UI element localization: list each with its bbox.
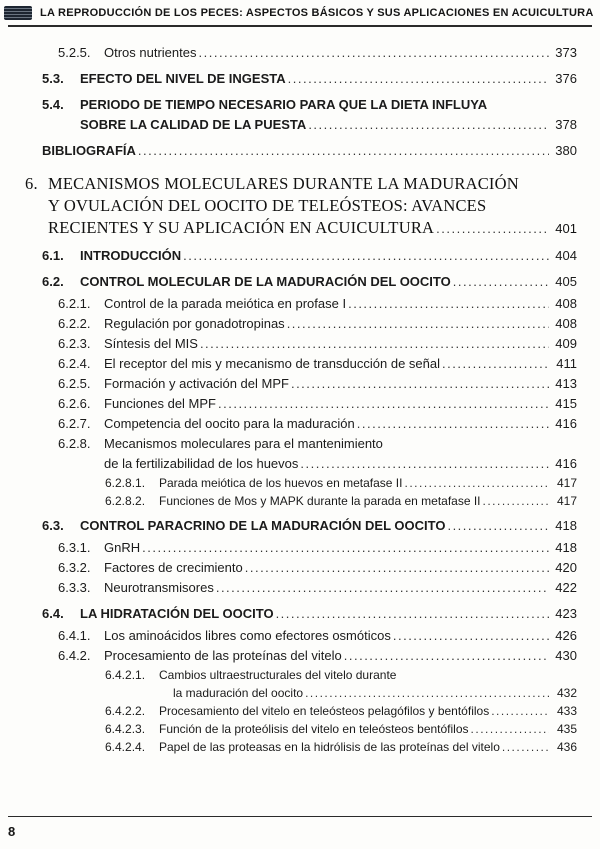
toc-entry-page: 417 [556, 494, 577, 508]
dot-leader [291, 374, 549, 394]
toc-entry-page: 404 [555, 248, 577, 263]
toc-entry-title: INTRODUCCIÓN [80, 248, 182, 263]
toc-entry-number: 6.2.3. [58, 336, 91, 351]
toc-entry [58, 334, 577, 354]
toc-entry-title: SOBRE LA CALIDAD DE LA PUESTA [80, 117, 307, 132]
toc-entry [105, 702, 577, 720]
toc-entry-body [104, 374, 577, 394]
toc-entry-title: Funciones del MPF [104, 396, 216, 411]
toc-entry-body [159, 666, 577, 702]
toc-entry-title: EFECTO DEL NIVEL DE INGESTA [80, 71, 286, 86]
dot-leader [276, 604, 549, 624]
toc-entry-number: 6.2.2. [58, 316, 91, 331]
toc-entry-page: 433 [556, 704, 577, 718]
toc-entry-page: 422 [555, 580, 577, 595]
toc-entry [105, 474, 577, 492]
toc-entry-number: 5.3. [42, 71, 64, 86]
toc-entry-number: 6.2.8.1. [105, 476, 146, 490]
dot-leader [357, 414, 549, 434]
toc-entry-title: Competencia del oocito para la maduración [104, 416, 355, 431]
toc-entry-page: 405 [555, 274, 577, 289]
toc-entry-number: 6.4.2.2. [105, 704, 146, 718]
toc-entry-title: Factores de crecimiento [104, 560, 243, 575]
toc-entry-page: 430 [555, 648, 577, 663]
toc-entry-page: 409 [555, 336, 577, 351]
dot-leader [483, 492, 549, 510]
dot-leader [288, 69, 549, 89]
toc-entry-title: Control de la parada meiótica en profase I [104, 296, 347, 311]
toc-entry-body [104, 578, 577, 598]
toc-entry-page: 435 [556, 722, 577, 736]
toc-entry-page: 378 [555, 117, 577, 132]
toc-entry-body [80, 95, 577, 135]
dot-leader [200, 334, 549, 354]
toc-entry-body [159, 738, 577, 756]
toc-entry-page: 432 [556, 686, 577, 700]
toc-entry-title: Parada meiótica de los huevos en metafase II [159, 476, 403, 490]
toc-entry-number: 6.2.8.2. [105, 494, 146, 508]
dot-leader [393, 626, 549, 646]
dot-leader [308, 115, 549, 135]
toc-entry-title-line: Mecanismos moleculares para el mantenimiento [104, 436, 383, 451]
toc-entry-title: Formación y activación del MPF [104, 376, 289, 391]
toc-entry [58, 538, 577, 558]
dot-leader [471, 720, 549, 738]
toc-entry-body [159, 474, 577, 492]
toc-entry-number: 6.2.6. [58, 396, 91, 411]
toc-entry-title: Regulación por gonadotropinas [104, 316, 285, 331]
toc-entry-body [104, 538, 577, 558]
toc-entry-number: 6.1. [42, 248, 64, 263]
toc-entry [58, 354, 577, 374]
dot-leader [442, 354, 549, 374]
toc-entry-page: 415 [555, 396, 577, 411]
toc-entry [58, 414, 577, 434]
toc-entry-body [48, 173, 577, 240]
toc-entry-number: 6.3.1. [58, 540, 91, 555]
dot-leader [447, 516, 549, 536]
dot-leader [453, 272, 549, 292]
toc-entry [42, 246, 577, 266]
page-header [8, 0, 592, 27]
toc-entry-title: Función de la proteólisis del vitelo en teleósteos bentófilos [159, 722, 469, 736]
dot-leader [218, 394, 549, 414]
publisher-logo-icon [4, 6, 32, 20]
toc-entry-number: 6.4.2.1. [105, 668, 146, 682]
running-head-title: LA REPRODUCCIÓN DE LOS PECES: ASPECTOS BÁSICOS Y SUS APLICACIONES EN ACUICULTURA [40, 7, 594, 19]
toc-entry-number: 6.2. [42, 274, 64, 289]
toc-entry-body [80, 604, 577, 624]
toc-entry-page: 423 [555, 606, 577, 621]
toc-entry-title: GnRH [104, 540, 141, 555]
toc-entry-page: 418 [555, 518, 577, 533]
toc-entry-body [104, 394, 577, 414]
toc-entry-title: de la fertilizabilidad de los huevos [104, 456, 299, 471]
toc-entry-title: BIBLIOGRAFÍA [42, 143, 136, 158]
dot-leader [138, 141, 549, 161]
toc-entry [58, 394, 577, 414]
toc-entry-title-line: Cambios ultraestructurales del vitelo durante [159, 668, 397, 682]
dot-leader [300, 454, 549, 474]
toc-entry-title: Procesamiento de las proteínas del vitelo [104, 648, 342, 663]
toc-entry-title: CONTROL PARACRINO DE LA MADURACIÓN DEL OOCITO [80, 518, 446, 533]
toc-entry-body [80, 272, 577, 292]
dot-leader [436, 218, 549, 240]
toc-entry [42, 69, 577, 89]
dot-leader [404, 474, 549, 492]
toc-entry-body [104, 414, 577, 434]
toc-entry-page: 376 [555, 71, 577, 86]
toc-entry-page: 436 [556, 740, 577, 754]
toc-entry-title: RECIENTES Y SU APLICACIÓN EN ACUICULTURA [48, 218, 435, 237]
toc-entry [25, 173, 577, 240]
dot-leader [245, 558, 549, 578]
toc-entry-title: Los aminoácidos libres como efectores osmóticos [104, 628, 391, 643]
toc-entry-page: 411 [556, 356, 577, 371]
toc-entry [58, 646, 577, 666]
toc-entry [42, 516, 577, 536]
dot-leader [199, 43, 550, 63]
toc-entry-body [159, 720, 577, 738]
toc-entry-number: 5.2.5. [58, 45, 91, 60]
toc-entry-page: 420 [555, 560, 577, 575]
toc-entry-number: 6.2.5. [58, 376, 91, 391]
toc-entry-page: 426 [555, 628, 577, 643]
dot-leader [344, 646, 549, 666]
toc-entry [58, 558, 577, 578]
page-number: 8 [8, 824, 16, 839]
toc-entry-title: Síntesis del MIS [104, 336, 198, 351]
toc-entry [42, 272, 577, 292]
toc-entry-title: Procesamiento del vitelo en teleósteos pelagófilos y bentófilos [159, 704, 490, 718]
toc-entry-page: 380 [555, 143, 577, 158]
toc-entry-number: 6.3. [42, 518, 64, 533]
toc-entry-page: 373 [555, 45, 577, 60]
toc-entry [58, 374, 577, 394]
toc-entry-body [104, 294, 577, 314]
toc-entry [105, 720, 577, 738]
toc-entry-body [80, 246, 577, 266]
toc-entry-body [104, 43, 577, 63]
toc-entry-body [42, 141, 577, 161]
toc-entry-title-line: PERIODO DE TIEMPO NECESARIO PARA QUE LA DIETA INFLUYA [80, 97, 488, 112]
toc-entry-number: 6.3.3. [58, 580, 91, 595]
toc-entry-page: 413 [555, 376, 577, 391]
toc-entry [58, 578, 577, 598]
toc-entry [58, 434, 577, 474]
toc-entry-title-line: MECANISMOS MOLECULARES DURANTE LA MADURACIÓN [48, 174, 519, 193]
toc-entry-body [104, 646, 577, 666]
toc-entry-title: Funciones de Mos y MAPK durante la parada en metafase II [159, 494, 481, 508]
dot-leader [348, 294, 549, 314]
toc-entry-page: 418 [555, 540, 577, 555]
toc-entry-title: la maduración del oocito [173, 686, 304, 700]
toc-entry [58, 314, 577, 334]
toc-entry-number: 6.2.4. [58, 356, 91, 371]
toc-entry-number: 6.4.2. [58, 648, 91, 663]
page-footer [8, 816, 592, 839]
toc-entry-title: Neurotransmisores [104, 580, 214, 595]
toc-entry-body [104, 434, 577, 474]
toc-entry-body [80, 516, 577, 536]
toc-entry-page: 416 [555, 456, 577, 471]
toc-entry [58, 626, 577, 646]
toc-entry-page: 408 [555, 296, 577, 311]
toc-entry [58, 43, 577, 63]
toc-entry-body [104, 314, 577, 334]
toc-entry-number: 6.4.2.3. [105, 722, 146, 736]
toc-entry [105, 738, 577, 756]
dot-leader [142, 538, 549, 558]
toc-entry-title: Papel de las proteasas en la hidrólisis de las proteínas del vitelo [159, 740, 500, 754]
toc-entry-number: 6.4. [42, 606, 64, 621]
toc-entry-title: LA HIDRATACIÓN DEL OOCITO [80, 606, 274, 621]
toc-entry-page: 408 [555, 316, 577, 331]
toc-entry-body [104, 558, 577, 578]
dot-leader [491, 702, 549, 720]
toc-entry-number: 6.4.2.4. [105, 740, 146, 754]
toc [0, 27, 600, 756]
toc-entry-number: 6. [25, 174, 38, 193]
toc-entry-title-line: Y OVULACIÓN DEL OOCITO DE TELEÓSTEOS: AVANCES [48, 196, 487, 215]
toc-entry-body [80, 69, 577, 89]
dot-leader [216, 578, 549, 598]
dot-leader [183, 246, 549, 266]
toc-entry-body [104, 334, 577, 354]
toc-entry [42, 141, 577, 161]
toc-entry-number: 6.2.1. [58, 296, 91, 311]
toc-entry-page: 401 [555, 221, 577, 236]
dot-leader [305, 684, 549, 702]
toc-entry [42, 95, 577, 135]
toc-entry-number: 6.3.2. [58, 560, 91, 575]
toc-entry-number: 6.2.8. [58, 436, 91, 451]
dot-leader [287, 314, 549, 334]
toc-entry-body [159, 492, 577, 510]
toc-entry-number: 6.2.7. [58, 416, 91, 431]
toc-entry [105, 492, 577, 510]
toc-entry-page: 416 [555, 416, 577, 431]
dot-leader [502, 738, 549, 756]
toc-entry [42, 604, 577, 624]
toc-entry-body [104, 626, 577, 646]
toc-entry-title: CONTROL MOLECULAR DE LA MADURACIÓN DEL OOCITO [80, 274, 451, 289]
toc-entry-number: 5.4. [42, 97, 64, 112]
toc-entry [58, 294, 577, 314]
toc-entry-page: 417 [556, 476, 577, 490]
toc-entry [105, 666, 577, 702]
toc-entry-body [159, 702, 577, 720]
toc-entry-number: 6.4.1. [58, 628, 91, 643]
toc-entry-title: Otros nutrientes [104, 45, 197, 60]
toc-entry-body [104, 354, 577, 374]
toc-entry-title: El receptor del mis y mecanismo de transducción de señal [104, 356, 440, 371]
